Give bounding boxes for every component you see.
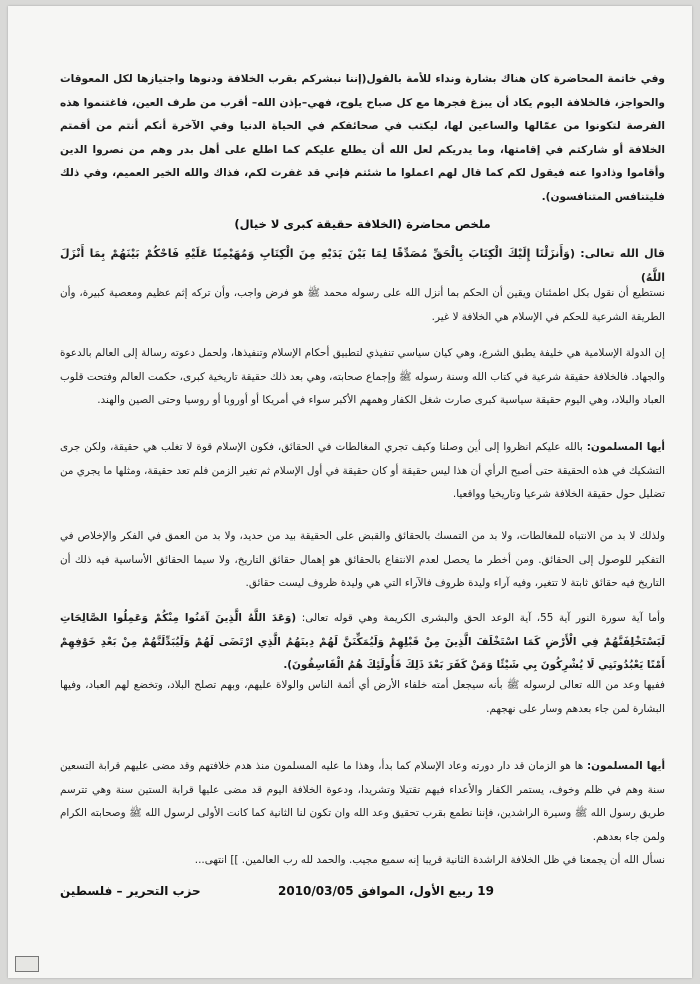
date-line: 19 ربيع الأول، الموافق 2010/03/05: [278, 884, 494, 898]
paragraph-6-lead: أيها المسلمون:: [586, 760, 665, 772]
paragraph-6-text: ها هو الزمان قد دار دورته وعاد الإسلام كما بدأ، وهذا ما عليه المسلمون منذ هدم خلافتهم وقد مضى عليهم قرابة التسعين سنة وهم في ظلم وخوف، يستمر الكفار والأعداء فيهم تقتيلا وتشريدا، ودعوة الخلافة اليوم قد مضى عليها قرابة الستين سنة وهي تترسم طريق رسول الله ﷺ وسيرة الراشدين، فإننا نطمع بقرب تحقيق وعد الله وان تكون لنا الثانية كما كانت الأولى لرسول الله ﷺ وصحابته الكرام ولمن جاء بعدهم.: [60, 760, 665, 843]
closing-line: نسأل الله أن يجمعنا في ظل الخلافة الراشدة الثانية قريبا إنه سميع مجيب. والحمد لله رب العالمين. ]] انتهى...: [194, 854, 665, 866]
paragraph-1: نستطيع أن نقول بكل اطمئنان ويقين أن الحكم بما أنزل الله على رسوله محمد ﷺ هو فرض واجب، وأن تركه إثم عظيم ومعصية كبيرة، وأن الطريقة الشرعية للحكم في الإسلام هي الخلافة لا غير.: [60, 287, 665, 323]
document-page: [8, 6, 692, 978]
paragraph-3-lead: أيها المسلمون:: [586, 441, 665, 453]
summary-title: ملخص محاضرة (الخلافة حقيقة كبرى لا خيال): [234, 217, 491, 231]
paragraph-6: [60, 755, 665, 849]
paragraph-5: ففيها وعد من الله تعالى لرسوله ﷺ بأنه سيجعل أمته خلفاء الأرض أي أئمة الناس والولاة عليهم، وبهم تصلح البلاد، وتخضع لهم العباد، وفيها البشارة لمن جاء بعدهم وسار على نهجهم.: [60, 679, 665, 715]
paragraph-4: ولذلك لا بد من الانتباه للمغالطات، ولا بد من التمسك بالحقائق والقبض على الحقيقة بيد من حديد، ولا بد من العمق في الفكر والإخلاص في التفكير للوصول إلى الحقائق. ومن أخطر ما يحصل لعدم الانتفاع بالحقائق هو إهمال حقائق التاريخ، ولا سيما الحقائق الأساسية فيه ذلك أن التاريخ فيه حقائق ثابتة لا تتغير، وفيه آراء وليدة ظروف فالآراء التي هي وليدة ظروف ليست حقائق.: [60, 530, 665, 589]
verse-2-text: (وَعَدَ اللَّهُ الَّذِينَ آمَنُوا مِنْكُمْ وَعَمِلُوا الصَّالِحَاتِ لَيَسْتَخْلِفَنَّهُمْ فِي الْأَرْضِ كَمَا اسْتَخْلَفَ الَّذِينَ مِنْ قَبْلِهِمْ وَلَيُمَكِّنَنَّ لَهُمْ دِينَهُمُ الَّذِي ارْتَضَى لَهُمْ وَلَيُبَدِّلَنَّهُمْ مِنْ بَعْدِ خَوْفِهِمْ أَمْنًا يَعْبُدُونَنِي لَا يُشْرِكُونَ بِي شَيْئًا وَمَنْ كَفَرَ بَعْدَ ذَلِكَ فَأُولَئِكَ هُمُ الْفَاسِقُونَ).: [60, 612, 665, 671]
intro-paragraph: وفي خاتمة المحاضرة كان هناك بشارة ونداء للأمة بالقول(إننا نبشركم بقرب الخلافة ودنوها واجتيازها لكل المعوقات والحواجز، فالخلافة اليوم يكاد أن يبزغ فجرها مع كل صباح يلوح، فهي–بإذن الله– أقرب من طرف العين، فاغتنموا هذه الفرصة لتكونوا من عمّالها والساعين لها، ليكتب في صحائفكم في الحياة الدنيا وفي الآخرة أنكم أنتم من أقمتم الخلافة أو شاركتم في إقامتها، وما يدريكم لعل الله أن يطلع عليكم كما اطلع على أهل بدر وهم من نصروا الدين وأقاموا وذادوا عنه فيقول لكم كما قال لهم اعملوا ما شئتم فإني قد غفرت لكم، فذاك والله الخير العميم، وفي ذلك فليتنافس المتنافسون).: [60, 73, 665, 203]
signature: حزب التحرير – فلسطين: [60, 884, 201, 898]
paragraph-3-text: بالله عليكم انظروا إلى أين وصلنا وكيف تجري المغالطات في الحقائق، فكون الإسلام قوة لا تغلب هي حقيقة، ولكن جرى التشكيك في هذه الحقيقة حتى أصبح الرأي أن هذا ليس حقيقة أو كان حقيقة في أول الإسلام ثم تغير الزمن فلم تعد حقيقة، ومثلها ما يجري من تضليل حول حقيقة الخلافة شرعيا وتاريخيا وواقعيا.: [60, 441, 665, 500]
verse-2-paragraph: [60, 607, 665, 678]
corner-stamp: [15, 956, 39, 972]
verse-2-lead: وأما آية سورة النور آية 55، آية الوعد الحق والبشرى الكريمة وهي قوله تعالى:: [296, 612, 665, 624]
paragraph-3: [60, 436, 665, 507]
verse-1: قال الله تعالى: (وَأَنزَلْنَا إِلَيْكَ الْكِتَابَ بِالْحَقِّ مُصَدِّقًا لِمَا بَيْنَ يَدَيْهِ مِنَ الْكِتَابِ وَمُهَيْمِنًا عَلَيْهِ فَاحْكُمْ بَيْنَهُمْ بِمَا أَنْزَلَ اللَّهُ): [60, 247, 665, 284]
paragraph-2: إن الدولة الإسلامية هي خليفة يطبق الشرع، وهي كيان سياسي تنفيذي لتطبيق أحكام الإسلام وتنفيذها، ولحمل دعوته رسالة إلى العالم بالدعوة والجهاد. فالخلافة حقيقة شرعية في كتاب الله وسنة رسوله ﷺ وإجماع صحابته، وهي بعد ذلك حقيقة تاريخية كبرى، حكمت العالم وفتحت قلوب العباد والبلاد، وهي اليوم حقيقة سياسية كبرى صارت شغل الكفار وهمهم الأكبر سواء في أمريكا أو أوروبا أو روسيا وحتى الصين والهند.: [60, 347, 665, 406]
